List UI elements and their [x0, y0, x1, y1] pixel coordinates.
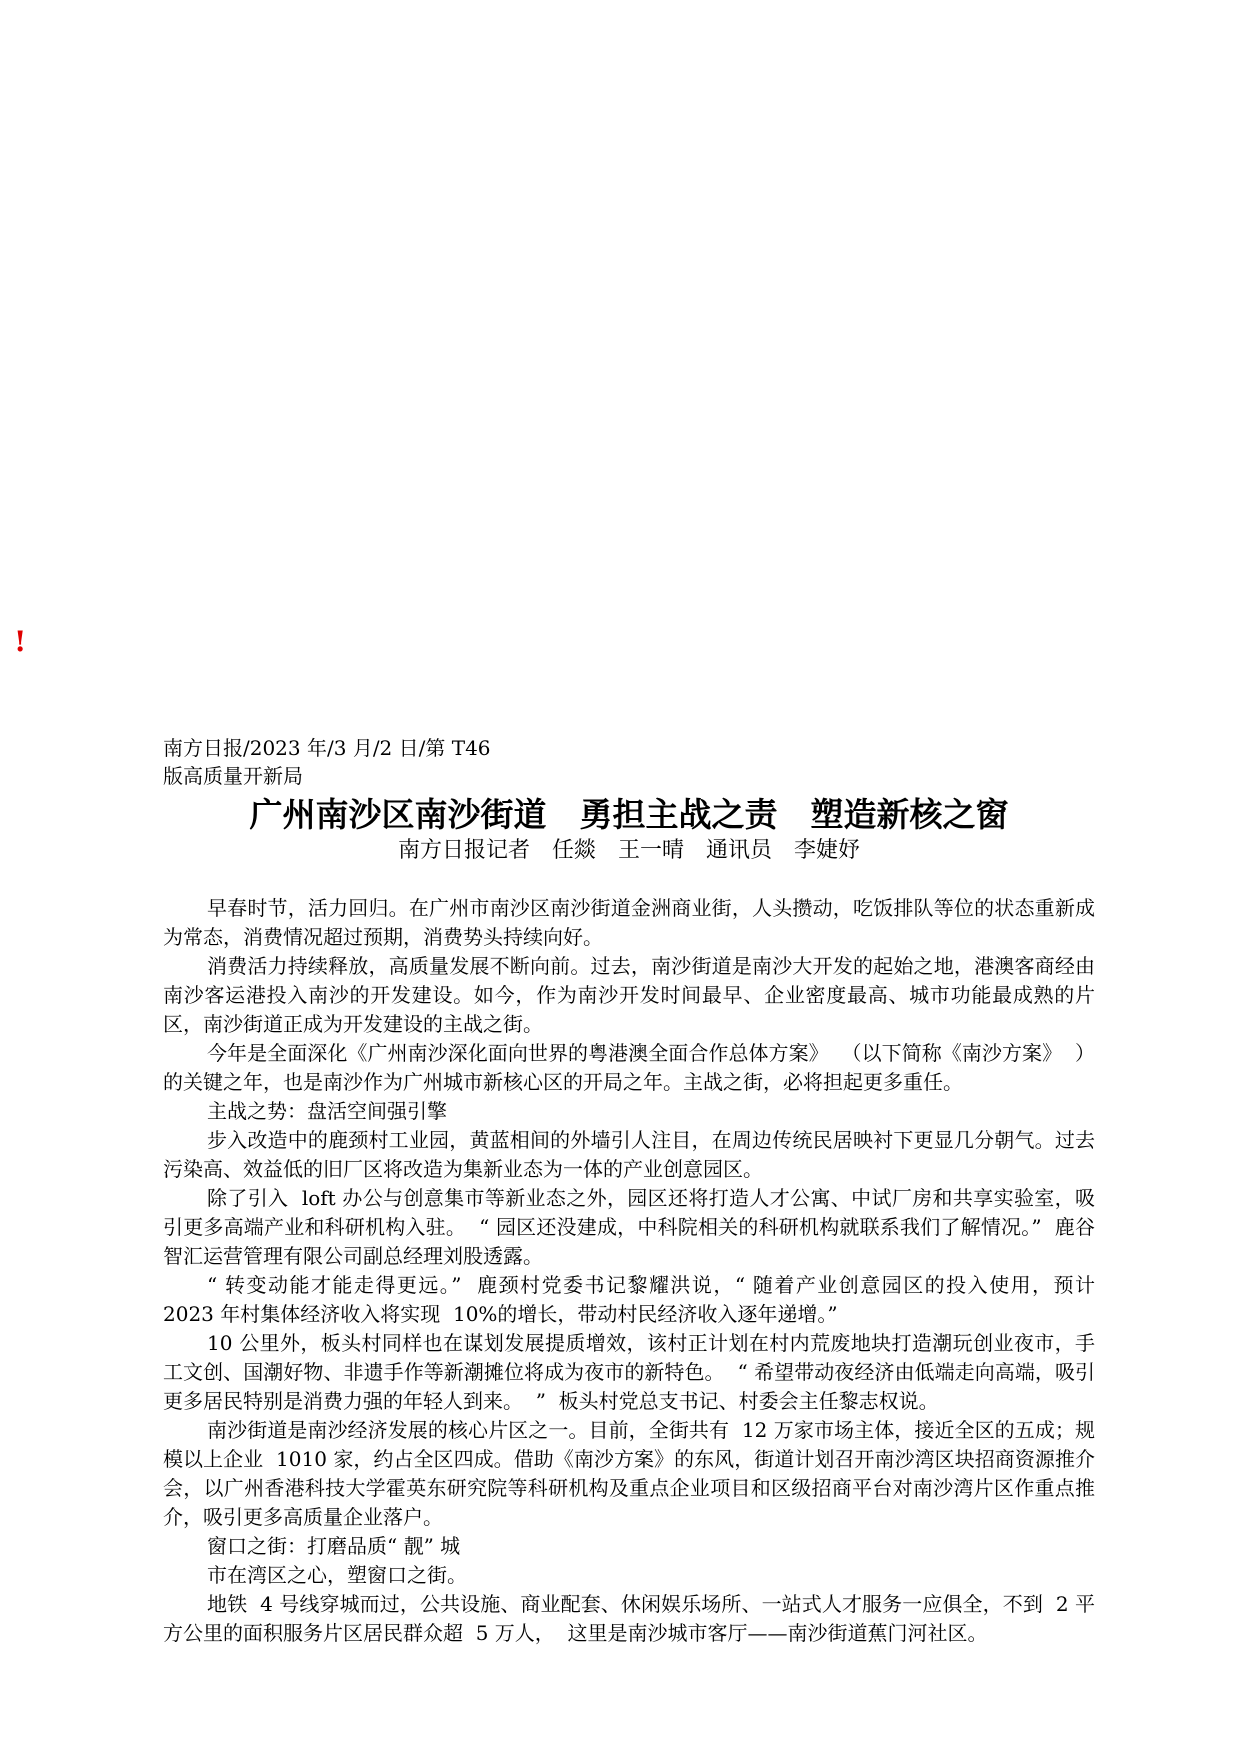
paragraph: 市在湾区之心，塑窗口之街。 [207, 1563, 467, 1587]
section-heading: 主战之势：盘活空间强引擎 [207, 1099, 447, 1123]
paragraph: 除了引入 loft 办公与创意集市等新业态之外，园区还将打造人才公寓、中试厂房和共享实验室，吸引更多高端产业和科研机构入驻。 “ 园区还没建成，中科院相关的科研机构就联系我们了解情况。” 鹿谷智汇运营管理有限公司副总经理刘股透露。 [163, 1186, 1095, 1268]
paragraph: 10 公里外，板头村同样也在谋划发展提质增效，该村正计划在村内荒废地块打造潮玩创业夜市，手工文创、国潮好物、非遗手作等新潮摊位将成为夜市的新特色。 “ 希望带动夜经济由低端走向高端，吸引更多居民特别是消费力强的年轻人到来。 ” 板头村党总支书记、村委会主任黎志权说。 [163, 1331, 1095, 1413]
section-heading: 窗口之街：打磨品质“ 靓” 城 [207, 1534, 461, 1558]
article-headline: 广州南沙区南沙街道 勇担主战之责 塑造新核之窗 [249, 795, 1009, 834]
article-source: 南方日报/2023 年/3 月/2 日/第 T46 版高质量开新局 [163, 736, 491, 788]
paragraph: 消费活力持续释放，高质量发展不断向前。过去，南沙街道是南沙大开发的起始之地，港澳客商经由南沙客运港投入南沙的开发建设。如今，作为南沙开发时间最早、企业密度最高、城市功能最成熟的片区，南沙街道正成为开发建设的主战之街。 [163, 954, 1095, 1036]
paragraph: 早春时节，活力回归。在广州市南沙区南沙街道金洲商业街，人头攒动，吃饭排队等位的状态重新成为常态，消费情况超过预期，消费势头持续向好。 [163, 896, 1095, 949]
article-byline: 南方日报记者 任燚 王一晴 通讯员 李婕妤 [397, 838, 860, 863]
article [163, 734, 1108, 1648]
paragraph: “ 转变动能才能走得更远。” 鹿颈村党委书记黎耀洪说，“ 随着产业创意园区的投入使用，预计 2023 年村集体经济收入将实现 10%的增长，带动村民经济收入逐年递增。” [163, 1273, 1108, 1326]
red-exclamation-mark: ! [14, 625, 27, 658]
paragraph: 南沙街道是南沙经济发展的核心片区之一。目前，全街共有 12 万家市场主体，接近全区的五成；规模以上企业 1010 家，约占全区四成。借助《南沙方案》的东风，街道计划召开南沙湾区块招商资源推介会，以广州香港科技大学霍英东研究院等科研机构及重点企业项目和区级招商平台对南沙湾片区作重点推介，吸引更多高质量企业落户。 [163, 1418, 1095, 1529]
paragraph: 今年是全面深化《广州南沙深化面向世界的粤港澳全面合作总体方案》 （以下简称《南沙方案》 ）的关键之年，也是南沙作为广州城市新核心区的开局之年。主战之街，必将担起更多重任。 [163, 1041, 1095, 1094]
paragraph: 步入改造中的鹿颈村工业园，黄蓝相间的外墙引人注目，在周边传统民居映衬下更显几分朝气。过去污染高、效益低的旧厂区将改造为集新业态为一体的产业创意园区。 [163, 1128, 1095, 1181]
paragraph: 地铁 4 号线穿城而过，公共设施、商业配套、休闲娱乐场所、一站式人才服务一应俱全，不到 2 平方公里的面积服务片区居民群众超 5 万人， 这里是南沙城市客厅——南沙街道蕉门河社区。 [163, 1592, 1095, 1645]
